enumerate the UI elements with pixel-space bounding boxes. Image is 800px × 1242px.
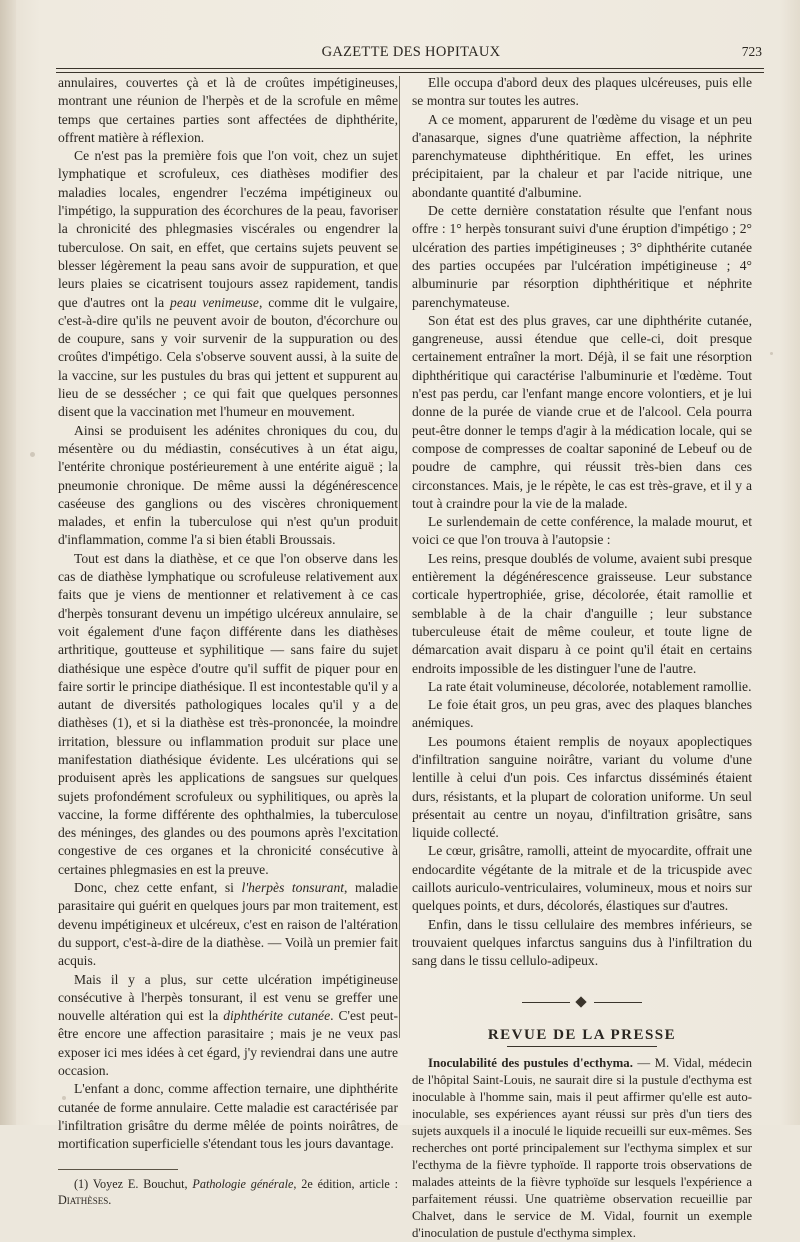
paragraph: Le surlendemain de cette conférence, la malade mourut, et voici ce que l'on trouva à l'autopsie : xyxy=(412,514,752,548)
smallcaps-term: Diathèses. xyxy=(58,1192,112,1207)
paragraph xyxy=(58,879,398,970)
text-run: (1) Voyez E. Bouchut, xyxy=(74,1176,193,1191)
paragraph: Enfin, dans le tissu cellulaire des membres inférieurs, se trouvaient quelques infarctus sanguins dus à l'infiltration du sang dans le tissu cellulo-adipeux. xyxy=(412,916,752,969)
footnote xyxy=(58,1176,398,1208)
paragraph: L'enfant a donc, comme affection ternaire, une diphthérite cutanée de forme annulaire. Cette maladie est caractérisée par l'infiltration grisâtre du derme mêlée de points noirâtres, de mortification superficielle s'étendant tous les jours davantage. xyxy=(58,1081,398,1152)
paper-stain xyxy=(770,352,773,355)
journal-title: GAZETTE DES HOPITAUX xyxy=(321,44,501,60)
paragraph: De cette dernière constatation résulte que l'enfant nous offre : 1° herpès tonsurant suivi d'une éruption d'impétigo ; 2° ulcération des parties impétigineuses ; 3° diphthérite cutanée des parties occupées par l'ulcération impétigineuse ; 4° albuminurie par résorption diphthéritique et néphrite parenchymateuse. xyxy=(412,203,752,310)
column-divider xyxy=(399,76,400,1038)
section-underline xyxy=(507,1046,657,1047)
paragraph: annulaires, couvertes çà et là de croûtes impétigineuses, montrant une réunion de l'herpès et de la scrofule en même temps que certaines parties sont affectées de diphthérite, offrent matière à réflexion. xyxy=(58,75,398,145)
paragraph: Les poumons étaient remplis de noyaux apoplectiques d'infiltration sanguine noirâtre, variant du volume d'une lentille à celui d'un pois. Ces infarctus disséminés étaient durs, résistants, et la plupart de coloration uniforme. Un seul présentait au centre un noyau, d'infiltration grisâtre, sans liquide collecté. xyxy=(412,733,752,841)
paragraph: Son état est des plus graves, car une diphthérite cutanée, gangreneuse, aussi étendue que celle-ci, doit presque certainement entraîner la mort. Déjà, il se fait une résorption diphthéritique qui caractérise l'albuminurie et l'œdème. Tout n'est pas perdu, car l'enfant mange encore volontiers, et je lui donne de la purée de viande crue et de l'alcool. Cela pourra peut-être donner le temps d'agir à la médication locale, qui se compose de compresses de coaltar saponiné de Lebeuf ou de poudre de camphre, qui réussit très-bien dans ces circonstances. Mais, je le répète, le cas est très-grave, et il y a tout à craindre pour la vie de la malade. xyxy=(412,312,752,511)
text-run: , comme dit le vulgaire, c'est-à-dire qu'ils ne peuvent avoir de bouton, d'écorchure ou de coupure, sans y voir survenir de la suppuration ou des croûtes d'impétigo. Cela s'observe souvent aussi, à la suite de la vaccine, sur les pustules du bras qui jettent et suppurent au lieu de se dessécher ; ce qui fait que quelques personnes disent que la vaccination met l'humeur en mouvement. xyxy=(58,294,399,420)
paper-stain xyxy=(30,452,35,457)
paragraph: Tout est dans la diathèse, et ce que l'on observe dans les cas de diathèse lymphatique ou scrofuleuse relativement aux faits que je viens de mentionner et relativement à ce cas d'herpès tonsurant devenu un impétigo ulcéreux annulaire, se voit également d'une façon différente dans les diathèses arthritique, goutteuse et syphilitique — sans faire du sujet diathésique une espèce d'outre qu'il suffit de piquer pour en faire sortir le principe diathésique. Il est incontestable qu'il y a autant de diversités pathologiques locales qu'il y a de diathèses (1), et si la diathèse est très-prononcée, la moindre irritation, blessure ou inflammation produit sur place une manifestation diathésique évidente. Les ulcérations qui se produisent après les applications de sangsues sur quelques sujets profondément scrofuleux ou syphilitiques, ou après la vaccine, la forme différente des ophthalmies, la tuberculose des méninges, des glandes ou des poumons après l'excitation congestive de ces organes et la chronicité consécutive à certaines phlegmasies en est la preuve. xyxy=(58,550,398,877)
text-run: . C'est peut-être encore une affection parasitaire ; mais je ne veux pas exposer ici mes idées à cet égard, j'y reviendrai dans une autre occasion. xyxy=(58,1008,398,1079)
paragraph xyxy=(58,971,398,1081)
paragraph: A ce moment, apparurent de l'œdème du visage et un peu d'anasarque, signes d'une quatrième affection, la néphrite parenchymateuse diphthéritique. En effet, les urines précipitaient, par la chaleur et par l'acide nitrique, une abondante quantité d'albumine. xyxy=(412,111,752,200)
left-column xyxy=(58,74,398,1208)
italic-term: diphthérite cutanée xyxy=(223,1008,331,1024)
page-number: 723 xyxy=(741,44,762,59)
review-heading: Inoculabilité des pustules d'ecthyma. xyxy=(428,1055,633,1070)
paragraph: Les reins, presque doublés de volume, avaient subi presque entièrement la dégénérescence graisseuse. Leur substance corticale hypertrophiée, grise, décolorée, était ramollie et semblable à de la chair d'anguille ; leur substance tuberculeuse était de même couleur, et toute ligne de démarcation avait disparu à ce point qu'il était en certains endroits impossible de les distinguer l'une de l'autre. xyxy=(412,550,752,676)
footnote-rule xyxy=(58,1169,178,1170)
text-run: , maladie parasitaire qui guérit en quelques jours par mon traitement, est devenu impétigineux et ulcéreux, c'est en raison de l'altération du support, c'est-à-dire de la diathèse. — Voilà un premier fait acquis. xyxy=(58,880,398,969)
right-column xyxy=(412,74,752,1242)
paragraph xyxy=(58,147,398,421)
diamond-ornament-icon xyxy=(575,996,586,1007)
italic-term: Pathologie générale xyxy=(192,1176,294,1191)
text-run: , 2e édition, article : xyxy=(293,1176,398,1191)
paragraph: La rate était volumineuse, décolorée, notablement ramollie. xyxy=(428,678,752,694)
text-run: — M. Vidal, médecin de l'hôpital Saint-Louis, ne saurait dire si la pustule d'ecthyma est inoculable à l'homme sain, mais il peut affirmer qu'elle est auto-inoculable, ses expériences ayant réussi sur près d'un tiers des sujets auxquels il a inoculé le liquide recueilli sur eux-mêmes. Ses recherches ont porté principalement sur l'ecthyma simplex et sur l'ecthyma de la fièvre typhoïde. Il rapporte trois observations de malades atteints de la fièvre typhoïde sur lesquels l'expérience a parfaitement réussi. Une quatrième observation recueillie par Chalvet, dans le service de M. Vidal, fournit un exemple d'inoculation de pustule d'ecthyma simplex. xyxy=(412,1055,752,1240)
page-binding-edge xyxy=(0,0,16,1125)
running-head xyxy=(60,44,762,66)
paragraph: Le foie était gros, un peu gras, avec des plaques blanches anémiques. xyxy=(412,697,752,731)
text-run: Mais il y a plus, sur cette ulcération impétigineuse consécutive à l'herpès tonsurant, il est venu se greffer une nouvelle altération qui est la xyxy=(58,971,398,1024)
review-paragraph xyxy=(412,1055,752,1242)
section-ornament xyxy=(522,998,642,1008)
ornament-line xyxy=(522,1002,570,1003)
italic-term: peau venimeuse xyxy=(170,294,259,310)
paragraph: Ainsi se produisent les adénites chroniques du cou, du mésentère ou du médiastin, consécutives à un état aigu, l'entérite chronique postérieurement à une entérite aiguë ; la pneumonie chronique. De même aussi la dégénérescence caséeuse des ganglions ou des viscères chroniquement malades, et enfin la tuberculose qui n'est qu'un produit d'inflammation, comme l'a si bien établi Broussais. xyxy=(58,422,398,548)
paragraph: Elle occupa d'abord deux des plaques ulcéreuses, puis elle se montra sur toutes les autres. xyxy=(412,75,752,109)
italic-term: l'herpès tonsurant xyxy=(241,880,345,896)
paper-stain xyxy=(62,1096,66,1100)
text-run: Donc, chez cette enfant, si xyxy=(74,880,242,896)
header-double-rule xyxy=(56,68,764,73)
ornament-line xyxy=(594,1002,642,1003)
paragraph: Le cœur, grisâtre, ramolli, atteint de myocardite, offrait une endocardite végétante de la mitrale et de la tricuspide avec caillots auriculo-ventriculaires, volumineux, mous et noirs sur quelques points, et durs, décolorés, élastiques sur d'autres. xyxy=(412,843,752,914)
text-run: Ce n'est pas la première fois que l'on voit, chez un sujet lymphatique et scrofuleux, ces diathèses modifier des maladies locales, engendrer l'eczéma impétigineux ou l'impétigo, la suppuration des écorchures de la peau, favoriser la chronicité des phlegmasies viscérales ou engendrer la tuberculose. On sait, en effet, que certains sujets peuvent se blesser légèrement la peau sans avoir de suppuration, et que leurs plaies se cicatrisent toujours assez rapidement, tandis que d'autres ont la xyxy=(58,148,398,310)
section-heading: REVUE DE LA PRESSE xyxy=(487,1026,677,1043)
